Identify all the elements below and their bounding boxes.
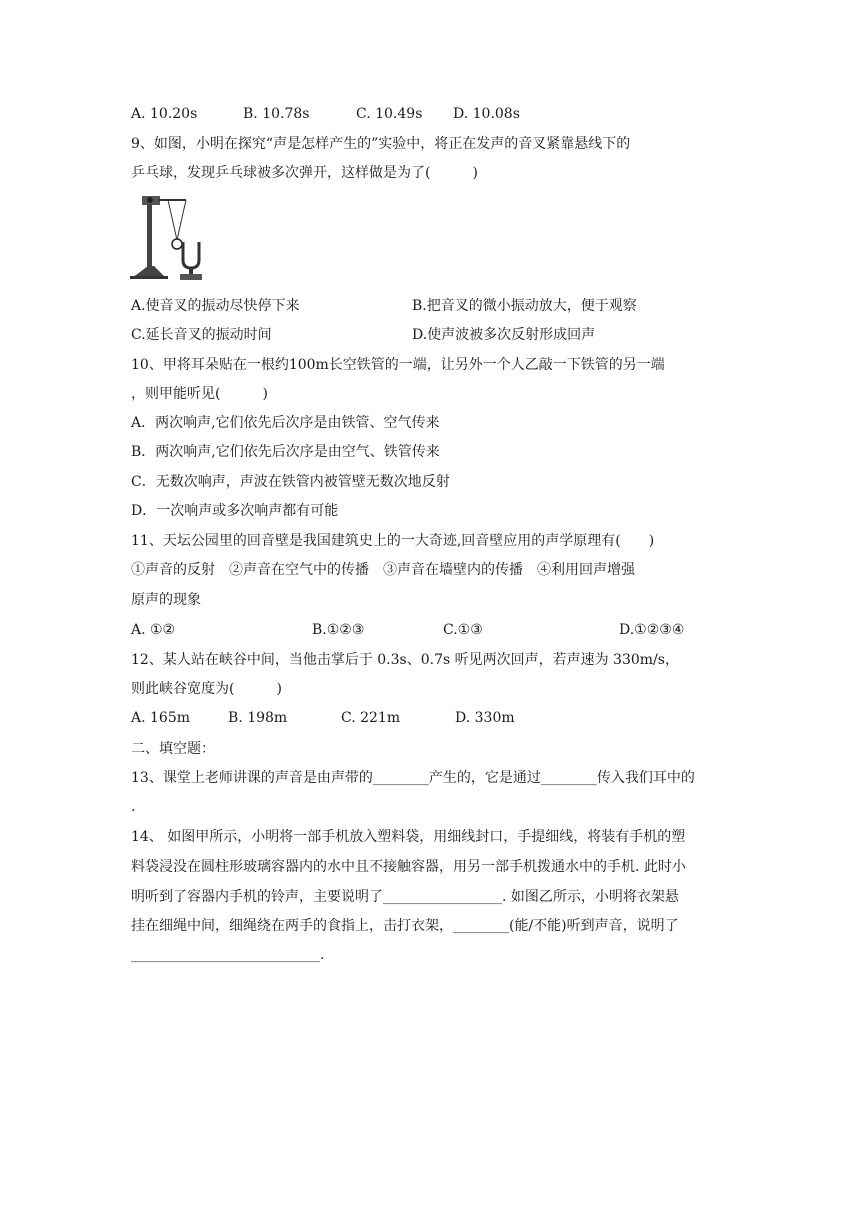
q12-option-d: D. 330m	[455, 710, 515, 726]
q14-stem-line3: 明听到了容器内手机的铃声，主要说明了_________________. 如图乙所示，小明将衣架悬	[131, 889, 679, 905]
q14-stem-line2: 料袋浸没在圆柱形玻璃容器内的水中且不接触容器，用另一部手机拨通水中的手机. 此时小	[131, 859, 686, 875]
q10-option-b: B．两次响声,它们依先后次序是由空气、铁管传来	[131, 444, 440, 460]
q12-option-c: C. 221m	[341, 710, 401, 726]
q9-stem-line2: 乒乓球，发现乒乓球被多次弹开，这样做是为了( )	[131, 165, 478, 181]
q14-stem-line4: 挂在细绳中间，细绳绕在两手的食指上，击打衣架，________(能/不能)听到声音，说明了	[131, 918, 679, 934]
q9-stem-line1: 9、如图，小明在探究“声是怎样产生的”实验中，将正在发声的音叉紧靠悬线下的	[131, 136, 631, 152]
q9-option-b: B.把音叉的微小振动放大，便于观察	[412, 298, 637, 314]
suspension-thread	[177, 200, 186, 240]
q9-option-c: C.延长音叉的振动时间	[131, 327, 272, 343]
section-2-heading: 二、填空题：	[131, 741, 215, 757]
q10-option-c: C．无数次响声，声波在铁管内被管壁无数次地反射	[131, 474, 450, 490]
q11-stem-line1: 11、天坛公园里的回音壁是我国建筑史上的一大奇迹,回音壁应用的声学原理有( )	[131, 533, 655, 549]
q14-stem-line5: ___________________________.	[131, 947, 325, 963]
q12-option-a: A. 165m	[131, 710, 191, 726]
q14-stem-line1: 14、 如图甲所示，小明将一部手机放入塑料袋，用细线封口，手提细线，将装有手机的塑	[131, 829, 686, 845]
tuning-fork	[183, 242, 199, 268]
tuning-fork-pendulum-figure	[128, 192, 208, 282]
q8-option-d: D. 10.08s	[453, 106, 520, 122]
q8-option-a: A. 10.20s	[131, 106, 198, 122]
q8-option-c: C. 10.49s	[356, 106, 423, 122]
q11-option-b: B.①②③	[312, 622, 365, 638]
q12-stem-line2: 则此峡谷宽度为( )	[131, 681, 282, 697]
q11-stem-line3: 原声的现象	[131, 592, 201, 608]
q10-option-a: A．两次响声,它们依先后次序是由铁管、空气传来	[131, 415, 440, 431]
q13-stem-line2: .	[131, 799, 136, 815]
q13-stem-line1: 13、课堂上老师讲课的声音是由声带的________产生的，它是通过________传入我们耳中的	[131, 770, 695, 786]
q9-option-a: A.使音叉的振动尽快停下来	[131, 298, 300, 314]
q9-option-d: D.使声波被多次反射形成回声	[412, 327, 596, 343]
q8-option-b: B. 10.78s	[243, 106, 310, 122]
tuning-fork-box	[180, 274, 202, 280]
q10-option-d: D．一次响声或多次响声都有可能	[131, 503, 339, 519]
q11-stem-line2: ①声音的反射 ②声音在空气中的传播 ③声音在墙壁内的传播 ④利用回声增强	[131, 562, 635, 578]
q11-option-a: A. ①②	[131, 622, 176, 638]
q12-option-b: B. 198m	[228, 710, 288, 726]
q10-stem-line2: ，则甲能听见( )	[131, 386, 268, 402]
q10-stem-line1: 10、甲将耳朵贴在一根约100m长空铁管的一端，让另外一个人乙敲一下铁管的另一端	[131, 357, 665, 373]
stand-pole	[147, 204, 152, 268]
q11-option-c: C.①③	[443, 622, 483, 638]
q12-stem-line1: 12、某人站在峡谷中间，当他击掌后于 0.3s、0.7s 听见两次回声，若声速为 330m/s，	[131, 652, 679, 668]
ping-pong-ball	[172, 239, 182, 249]
q11-option-d: D.①②③④	[619, 622, 685, 638]
